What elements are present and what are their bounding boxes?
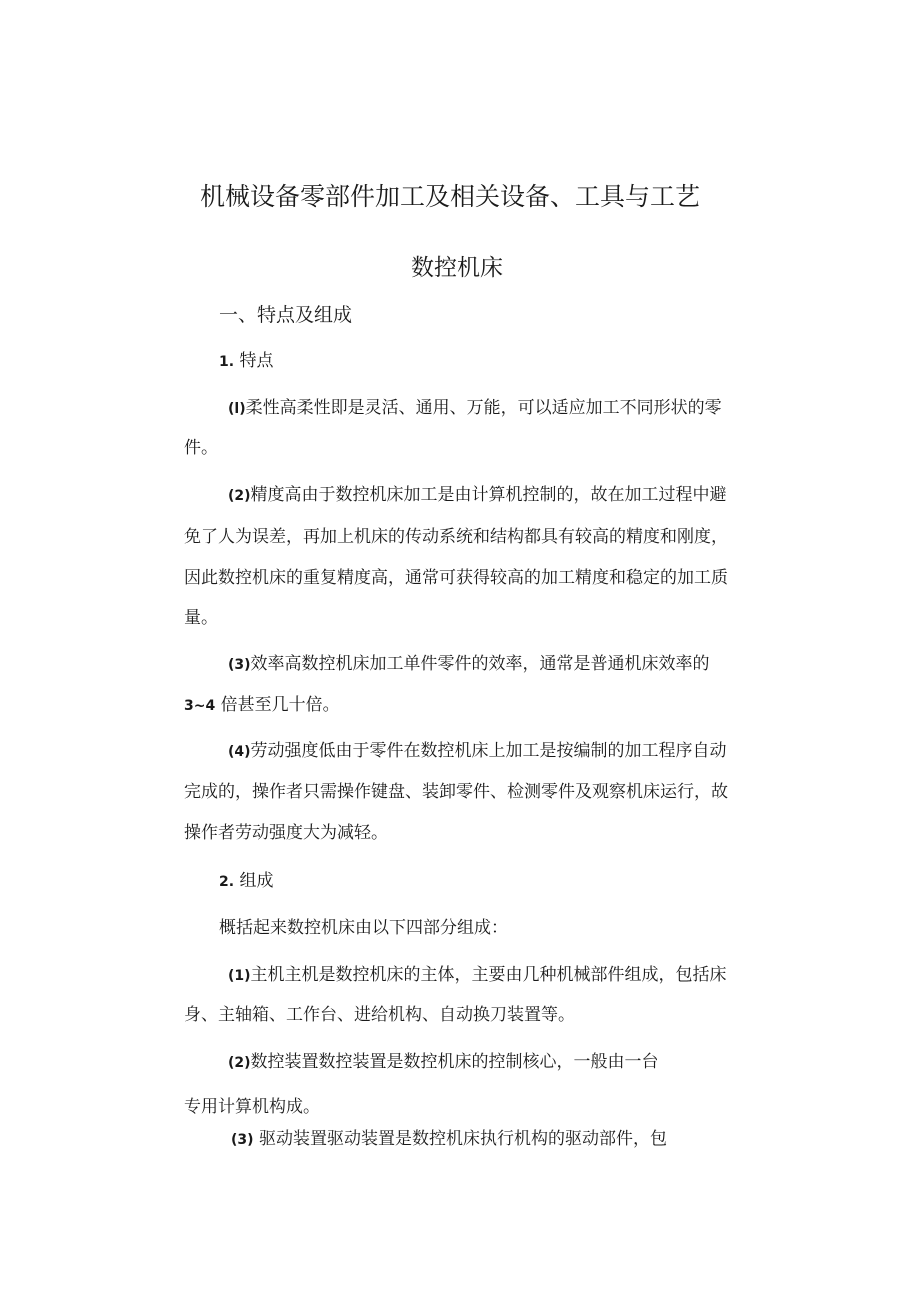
item-text: 驱动装置驱动装置是数控机床执行机构的驱动部件，包 [258,1129,667,1149]
feature-item-4-line-1 [228,740,727,763]
item-text: 精度高由于数控机床加工是由计算机控制的，故在加工过程中避 [250,485,727,505]
composition-intro: 概括起来数控机床由以下四部分组成： [219,918,508,938]
composition-item-2-line-2: 专用计算机构成。 [184,1097,320,1117]
item-text: 劳动强度低由于零件在数控机床上加工是按编制的加工程序自动 [250,741,727,761]
document-title: 机械设备零部件加工及相关设备、工具与工艺 [200,182,701,211]
item-number: (3) [231,1132,254,1148]
item-number: (2) [228,1055,251,1071]
composition-item-3-line-1 [231,1128,667,1151]
subsection-number: 1. [219,354,235,370]
item-number: (2) [228,488,251,504]
item-number: (l) [228,401,246,417]
feature-item-4-line-3: 操作者劳动强度大为减轻。 [184,823,388,843]
composition-item-1-line-1 [228,964,727,987]
subsection-heading-features [219,350,273,373]
item-text: 效率高数控机床加工单件零件的效率，通常是普通机床效率的 [250,654,710,674]
subsection-number: 2. [219,874,235,890]
feature-item-3-line-2 [184,694,340,717]
feature-item-2-line-1 [228,484,727,507]
item-number: (1) [228,968,251,984]
item-number: (3) [228,657,251,673]
subsection-heading-composition [219,870,273,893]
feature-item-2-line-3: 因此数控机床的重复精度高，通常可获得较高的加工精度和稳定的加工质 [184,568,728,588]
item-text: 倍甚至几十倍。 [220,695,340,715]
feature-item-1-line-1 [228,397,722,420]
item-text: 主机主机是数控机床的主体，主要由几种机械部件组成，包括床 [250,965,727,985]
feature-item-4-line-2: 完成的，操作者只需操作键盘、装卸零件、检测零件及观察机床运行，故 [184,782,728,802]
section-heading: 一、特点及组成 [219,304,353,326]
feature-item-3-line-1 [228,653,710,676]
subsection-title: 组成 [239,871,274,891]
document-subtitle: 数控机床 [411,255,503,281]
item-text: 柔性高柔性即是灵活、通用、万能，可以适应加工不同形状的零 [245,398,722,418]
item-number: (4) [228,744,251,760]
subsection-title: 特点 [239,351,274,371]
feature-item-2-line-2: 免了人为误差，再加上机床的传动系统和结构都具有较高的精度和刚度， [184,527,728,547]
feature-item-1-line-2: 件。 [184,438,218,458]
composition-item-2-line-1 [228,1051,659,1074]
feature-item-2-line-4: 量。 [184,608,218,628]
item-text: 数控装置数控装置是数控机床的控制核心，一般由一台 [250,1052,659,1072]
composition-item-1-line-2: 身、主轴箱、工作台、进给机构、自动换刀装置等。 [184,1005,575,1025]
item-range-number: 3~4 [184,698,216,714]
